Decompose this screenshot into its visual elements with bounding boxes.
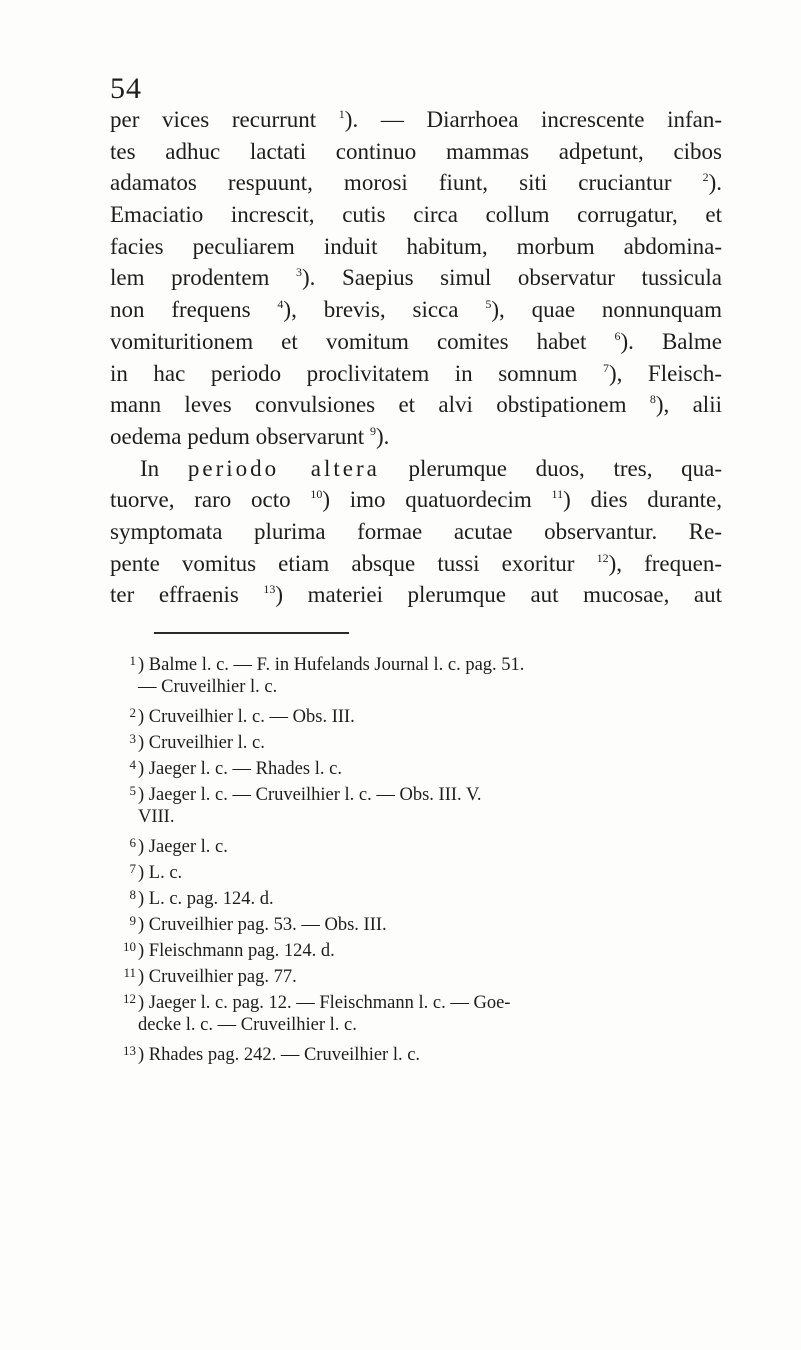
text-line: adamatos respuunt, morosi fiunt, siti cruciantur $^2$). [110, 170, 722, 196]
footnote-continuation: VIII. [138, 807, 175, 827]
footnote-divider [154, 632, 349, 634]
text-line: Emaciatio increscit, cutis circa collum corrugatur, et [110, 202, 722, 228]
text-line: oedema pedum observarunt $^9$). [110, 423, 390, 449]
footnote: 2 ) Cruveilhier l. c. — Obs. III. [129, 705, 355, 727]
section-emphasis: periodo altera [187, 455, 380, 481]
text-line: tes adhuc lactati continuo mammas adpetunt, cibos [110, 138, 722, 164]
footnote: 12 ) Jaeger l. c. pag. 12. — Fleischmann l. c. — Goe- [123, 991, 511, 1013]
main-text [110, 104, 722, 611]
footnote: 4 ) Jaeger l. c. — Rhades l. c. [129, 757, 342, 779]
footnote: 13 ) Rhades pag. 242. — Cruveilhier l. c. [123, 1043, 421, 1065]
text-line: mann leves convulsiones et alvi obstipationem $^8$), alii [110, 392, 722, 418]
text-line: facies peculiarem induit habitum, morbum abdomina- [110, 233, 722, 259]
footnote: 1 ) Balme l. c. — F. in Hufelands Journal l. c. pag. 51. [129, 653, 525, 675]
text-line: lem prodentem $^3$). Saepius simul observatur tussicula [110, 265, 722, 291]
text-line: In periodo altera plerumque duos, tres, qua- [140, 455, 722, 481]
text-line: tuorve, raro octo $^{10}$) imo quatuordecim $^{11}$) dies durante, [110, 487, 722, 513]
footnote: 5 ) Jaeger l. c. — Cruveilhier l. c. — Obs. III. V. [129, 783, 482, 805]
footnote-continuation: — Cruveilhier l. c. [138, 677, 278, 697]
footnote: 6 ) Jaeger l. c. [129, 835, 228, 857]
page-number: 54 [110, 72, 142, 105]
text-line: non frequens $^4$), brevis, sicca $^5$), quae nonnunquam [110, 297, 722, 323]
text-line: symptomata plurima formae acutae observantur. Re- [110, 518, 722, 544]
footnote-continuation: decke l. c. — Cruveilhier l. c. [138, 1015, 357, 1035]
footnote: 3 ) Cruveilhier l. c. [129, 731, 265, 753]
text-line: vomituritionem et vomitum comites habet $^6$). Balme [110, 328, 722, 354]
footnote: 9 ) Cruveilhier pag. 53. — Obs. III. [129, 913, 387, 935]
footnote: 7 ) L. c. [129, 861, 183, 883]
text-line: ter effraenis $^{13}$) materiei plerumque aut mucosae, aut [110, 582, 722, 608]
text-line: in hac periodo proclivitatem in somnum $^7$), Fleisch- [110, 360, 723, 386]
text-line: per vices recurrunt $^1$). — Diarrhoea increscente infan- [110, 107, 722, 132]
text-line: pente vomitus etiam absque tussi exoritur $^{12}$), frequen- [110, 550, 722, 576]
footnotes [110, 648, 722, 1064]
footnote: 8 ) L. c. pag. 124. d. [129, 887, 274, 909]
footnote: 10 ) Fleischmann pag. 124. d. [123, 939, 335, 961]
footnote: 11 ) Cruveilhier pag. 77. [123, 965, 297, 987]
